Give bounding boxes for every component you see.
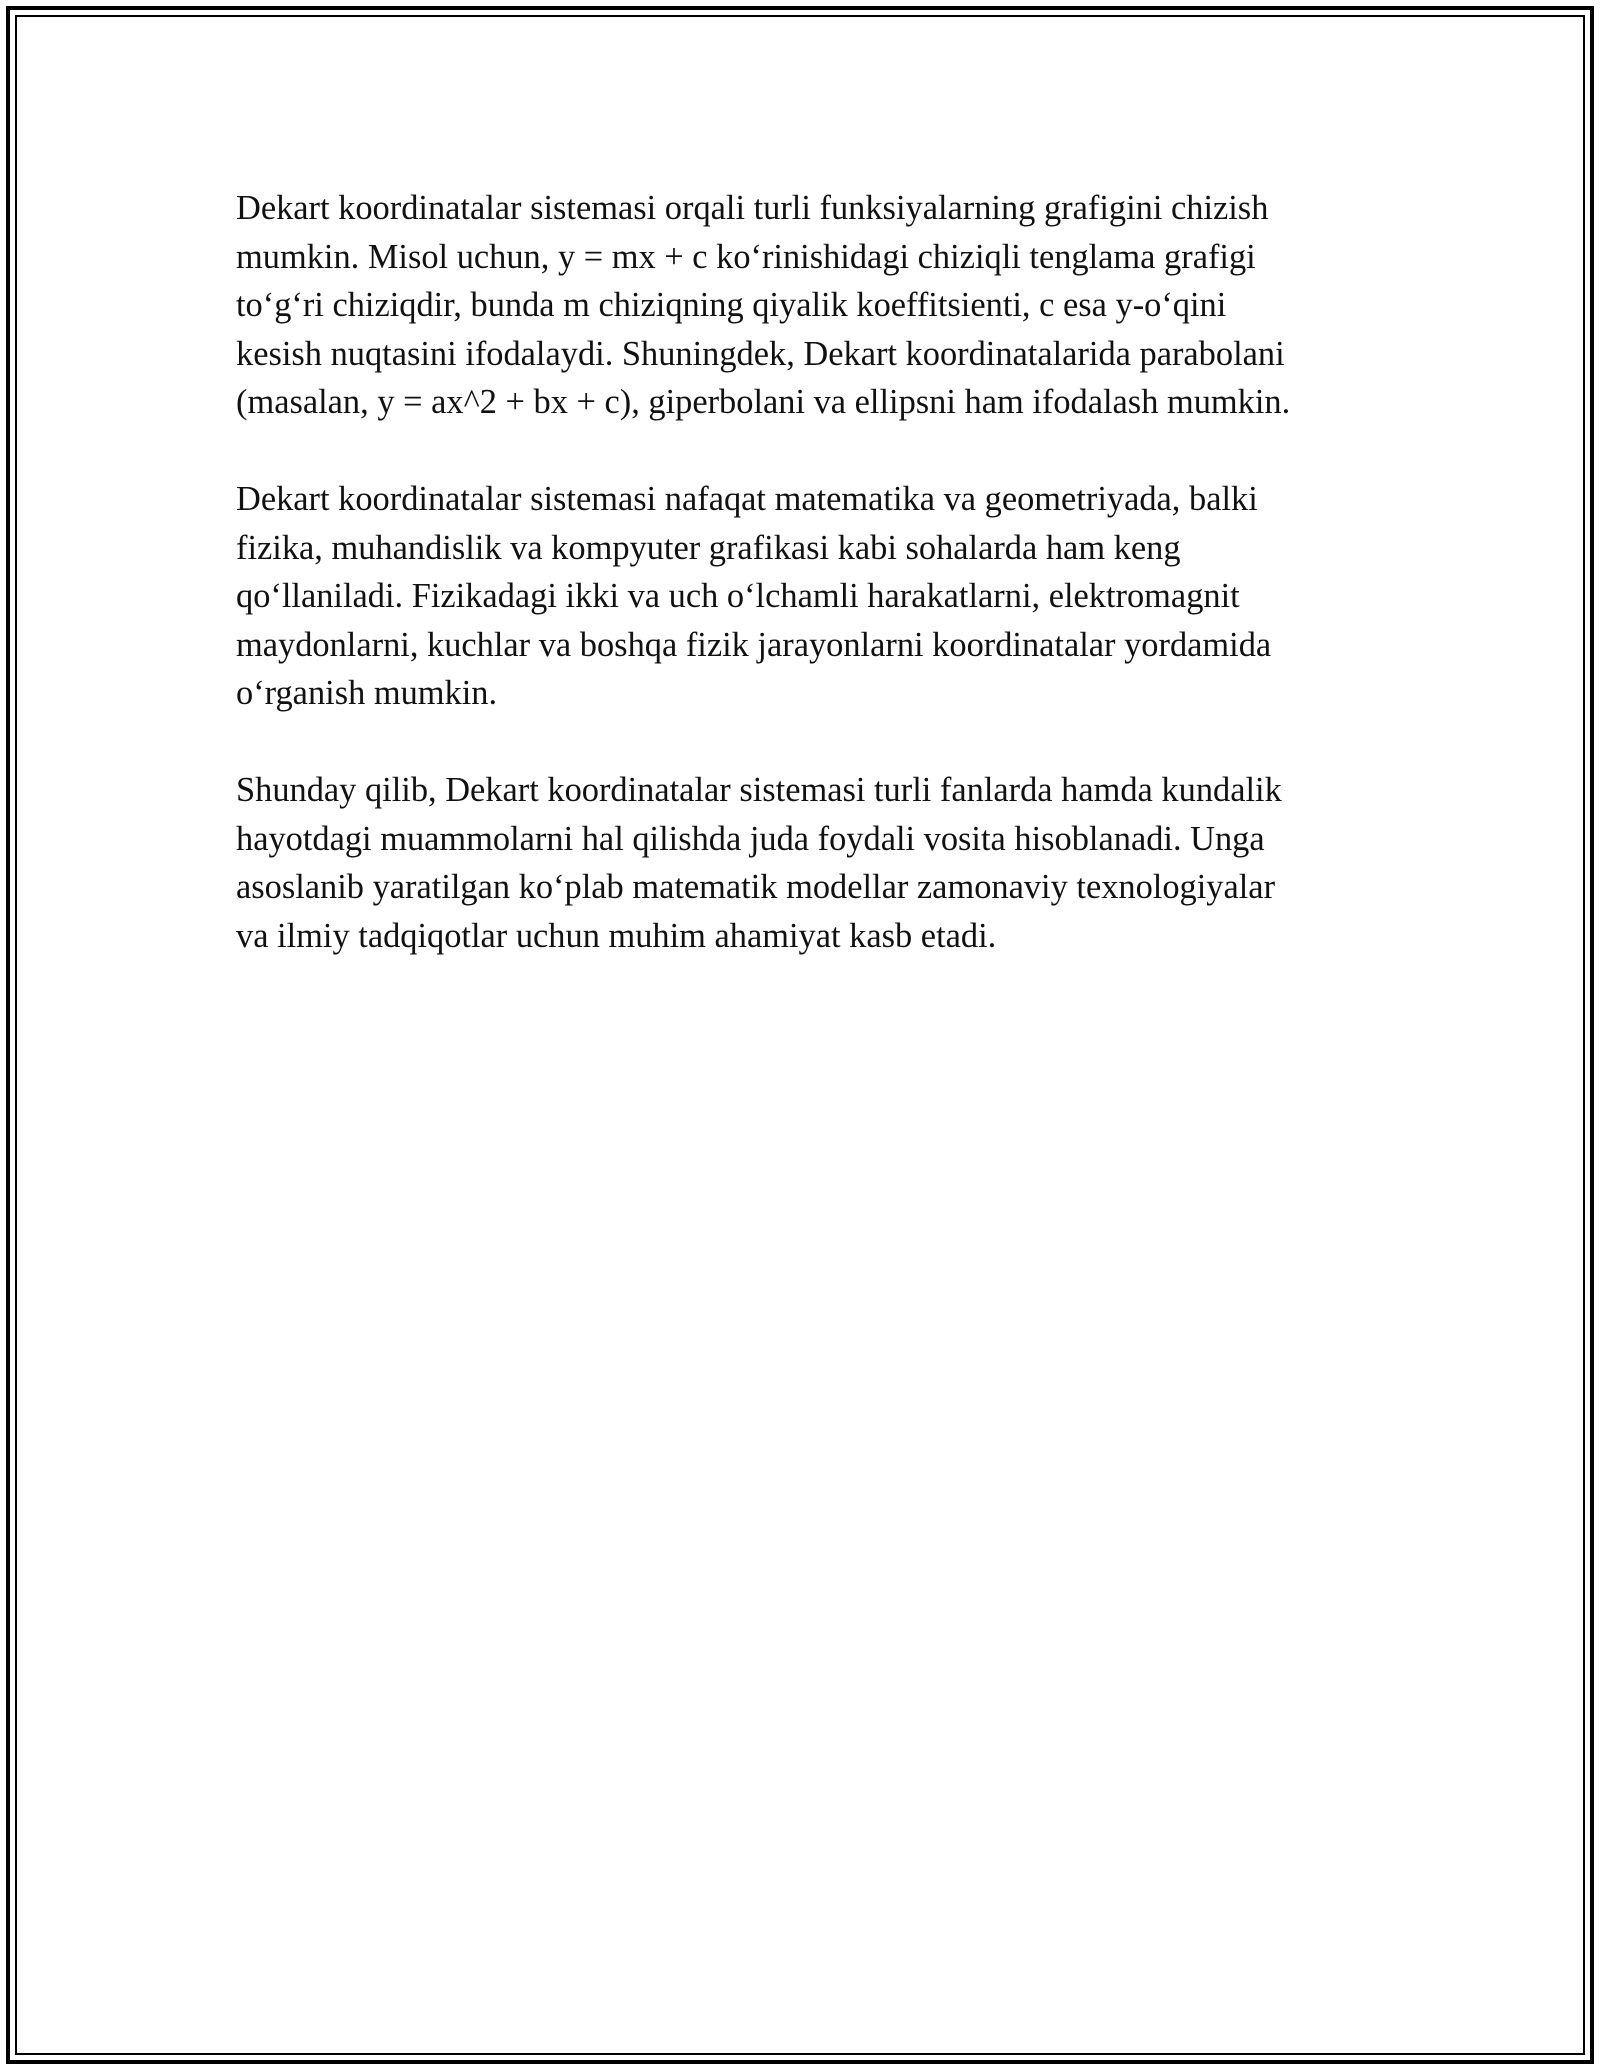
paragraph-3 — [236, 766, 1386, 960]
text-line: fizika, muhandislik va kompyuter grafikasi kabi sohalarda ham keng — [236, 528, 1181, 567]
text-line: va ilmiy tadqiqotlar uchun muhim ahamiyat kasb etadi. — [236, 916, 997, 955]
text-line: (masalan, y = ax^2 + bx + c), giperbolani va ellipsni ham ifodalash mumkin. — [236, 383, 1291, 421]
paragraph-2 — [236, 475, 1386, 718]
text-line: Shunday qilib, Dekart koordinatalar sistemasi turli fanlarda hamda kundalik — [236, 771, 1282, 809]
text-line: Dekart koordinatalar sistemasi nafaqat matematika va geometriyada, balki — [236, 480, 1258, 518]
document-body — [236, 184, 1386, 1009]
paragraph-1 — [236, 184, 1386, 427]
text-line: mumkin. Misol uchun, y = mx + c ko‘rinishidagi chiziqli tenglama grafigi — [236, 237, 1256, 276]
text-line: maydonlarni, kuchlar va boshqa fizik jarayonlarni koordinatalar yordamida — [236, 625, 1272, 664]
text-line: kesish nuqtasini ifodalaydi. Shuningdek, Dekart koordinatalarida parabolani — [236, 334, 1285, 373]
text-line: asoslanib yaratilgan ko‘plab matematik modellar zamonaviy texnologiyalar — [236, 868, 1276, 906]
text-line: to‘g‘ri chiziqdir, bunda m chiziqning qiyalik koeffitsienti, c esa y-o‘qini — [236, 286, 1227, 324]
text-line: hayotdagi muammolarni hal qilishda juda foydali vosita hisoblanadi. Unga — [236, 819, 1265, 858]
text-line: o‘rganish mumkin. — [236, 674, 498, 712]
text-line: Dekart koordinatalar sistemasi orqali turli funksiyalarning grafigini chizish — [236, 189, 1269, 227]
text-line: qo‘llaniladi. Fizikadagi ikki va uch o‘lchamli harakatlarni, elektromagnit — [236, 577, 1240, 615]
